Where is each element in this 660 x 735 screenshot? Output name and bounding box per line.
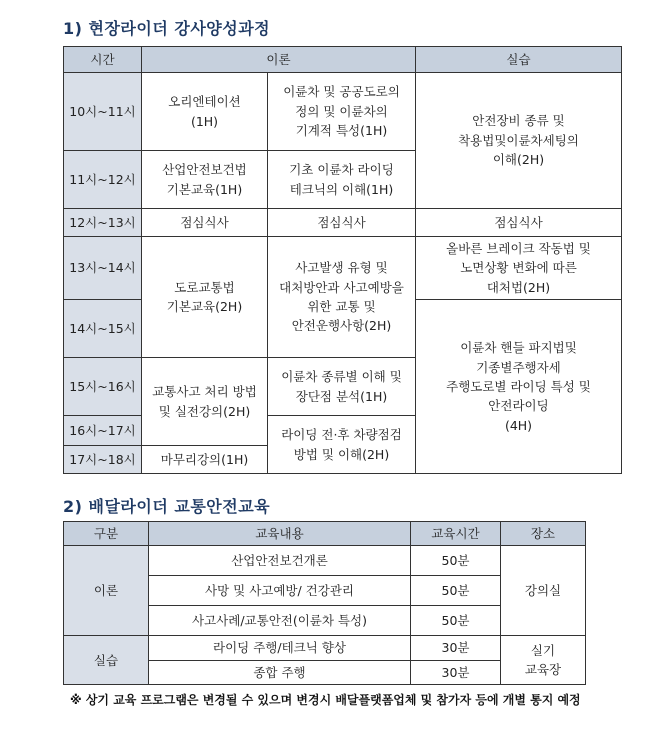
lunch-cell: 점심식사	[416, 209, 622, 237]
lunch-cell: 점심식사	[142, 209, 268, 237]
header-place: 장소	[501, 522, 586, 546]
time-slot: 13시~14시	[64, 237, 142, 300]
course-hours: 30분	[411, 660, 501, 684]
category-theory: 이론	[64, 546, 149, 636]
section1-title: 1) 현장라이더 강사양성과정	[63, 19, 271, 38]
course-hours: 50분	[411, 606, 501, 636]
theory-session: 마무리강의(1H)	[142, 446, 268, 474]
course-hours: 30분	[411, 636, 501, 660]
course-hours: 50분	[411, 576, 501, 606]
course-content: 사고사례/교통안전(이륜차 특성)	[149, 606, 411, 636]
place-practice-field: 실기 교육장	[501, 636, 586, 685]
time-slot: 12시~13시	[64, 209, 142, 237]
course-content: 사망 및 사고예방/ 건강관리	[149, 576, 411, 606]
course-hours: 50분	[411, 546, 501, 576]
header-content: 교육내용	[149, 522, 411, 546]
time-slot: 11시~12시	[64, 151, 142, 209]
time-slot: 15시~16시	[64, 358, 142, 416]
header-time: 시간	[64, 47, 142, 73]
theory-session: 이륜차 및 공공도로의 정의 및 이륜차의 기계적 특성(1H)	[268, 73, 416, 151]
header-practice: 실습	[416, 47, 622, 73]
practice-session: 이륜차 핸들 파지법및 기종별주행자세 주행도로별 라이딩 특성 및 안전라이딩 (4H)	[416, 300, 622, 474]
delivery-rider-education-table	[63, 521, 586, 685]
rider-instructor-schedule-table	[63, 46, 622, 474]
header-theory: 이론	[142, 47, 416, 73]
practice-session: 안전장비 종류 및 착용법및이륜차세팅의 이해(2H)	[416, 73, 622, 209]
course-content: 종합 주행	[149, 660, 411, 684]
theory-session: 산업안전보건법 기본교육(1H)	[142, 151, 268, 209]
time-slot: 14시~15시	[64, 300, 142, 358]
footnote: ※ 상기 교육 프로그램은 변경될 수 있으며 변경시 배달플랫폼업체 및 참가자 등에 개별 통지 예정	[70, 693, 581, 707]
practice-session: 올바른 브레이크 작동법 및 노면상황 변화에 따른 대처법(2H)	[416, 237, 622, 300]
header-hours: 교육시간	[411, 522, 501, 546]
theory-session: 도로교통법 기본교육(2H)	[142, 237, 268, 358]
theory-session: 라이딩 전·후 차량점검 방법 및 이해(2H)	[268, 416, 416, 474]
time-slot: 16시~17시	[64, 416, 142, 446]
time-slot: 10시~11시	[64, 73, 142, 151]
theory-session: 교통사고 처리 방법 및 실전강의(2H)	[142, 358, 268, 446]
theory-session: 기초 이륜차 라이딩 테크닉의 이해(1H)	[268, 151, 416, 209]
course-content: 산업안전보건개론	[149, 546, 411, 576]
theory-session: 오리엔테이션 (1H)	[142, 73, 268, 151]
section2-title: 2) 배달라이더 교통안전교육	[63, 497, 271, 516]
place-lecture-room: 강의실	[501, 546, 586, 636]
header-category: 구분	[64, 522, 149, 546]
time-slot: 17시~18시	[64, 446, 142, 474]
course-content: 라이딩 주행/테크닉 향상	[149, 636, 411, 660]
theory-session: 사고발생 유형 및 대처방안과 사고예방을 위한 교통 및 안전운행사항(2H)	[268, 237, 416, 358]
theory-session: 이륜차 종류별 이해 및 장단점 분석(1H)	[268, 358, 416, 416]
lunch-cell: 점심식사	[268, 209, 416, 237]
category-practice: 실습	[64, 636, 149, 685]
